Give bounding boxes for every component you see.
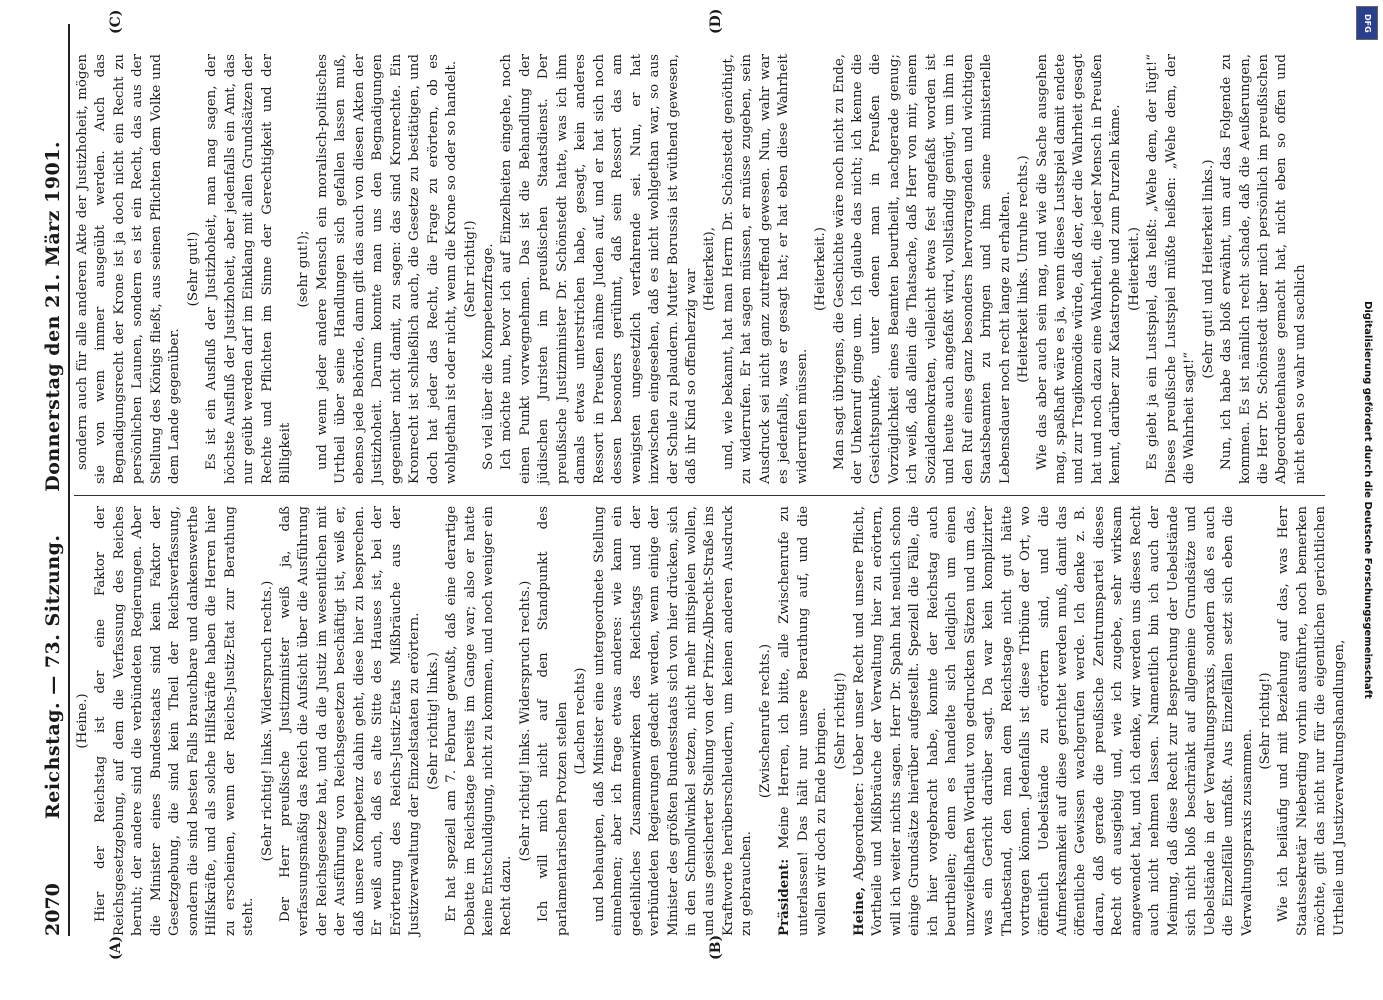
- margin-marker-d: (D): [708, 8, 724, 34]
- interjection: (Heiterkeit),: [702, 227, 718, 311]
- paragraph: Wie ich beiläufig und mit Beziehung auf das, was Herr Staatssekretär Nieberding vorhin ausführte, noch bemerken möchte, gilt das nicht nur für die eigentlichen gerichtlichen Urtheile und Justizverwaltungshandlungen,: [1276, 506, 1347, 936]
- paragraph: und wenn jeder andere Mensch ein moralisch-politisches Urtheil über seine Handlungen sich gefallen lassen muß, ebenso jede Behörde, dann gilt das auch von diesen Akten der Justizhoheit. Darum konnte man uns den Begnadigungen gegenüber nicht damit, zu sagen: das sind Kronrechte. Ein Kronrecht ist schließlich auch, die Gesetze zu bestätigen, und doch hat jeder das Recht, die Frage zu erörtern, ob es wohlgethan ist oder nicht, wenn die Krone so oder so handelt.: [314, 54, 460, 484]
- paragraph: Nun, ich habe das bloß erwähnt, um auf das Folgende zu kommen. Es ist nämlich recht schade, daß die Aeußerungen, die Herr Dr. Schönstedt über mich persönlich im preußischen Abgeordnetenhause gemacht hat, nicht eben so offen und nicht eben so wahr und sachlich: [1219, 54, 1308, 484]
- session-title: Reichstag. — 73. Sitzung.: [42, 534, 64, 820]
- interjection: (Sehr gut!): [185, 231, 201, 307]
- paragraph: Es ist ein Ausfluß der Justizhoheit, man mag sagen, der höchste Ausfluß der Justizhoheit, aber jedenfalls ein Amt, das nur geübt werden darf im Einklang mit allen Grundsätzen der Rechte und Pflichten im Sinne der Gerechtigkeit und der Billigkeit: [204, 54, 293, 484]
- speaker-name: Heine,: [851, 886, 868, 936]
- paragraph: Hier der Reichstag ist der eine Faktor der Reichsgesetzgebung, auf dem die Verfassung des Reiches beruht; der andere sind die verbündeten Regierungen. Aber die Minister eines Bundesstaats sind kein Faktor der Gesetzgebung, die sind kein Theil der Reichsverfassung, sondern die sind besten Falls brauchbare und dankenswerthe Hilfskräfte, und als solche Hilfskräfte haben die Herren hier zu erscheinen, wenn der Reichs-Justiz-Etat zur Berathung steht.: [93, 506, 257, 936]
- interjection: (Heine.): [75, 693, 90, 749]
- margin-marker-a: (A): [108, 935, 124, 960]
- speaker-paragraph: [775, 506, 831, 936]
- speech-text: Abgeordneter: Ueber unser Recht und unsere Pflicht, Vortheile und Mißbräuche der Verwaltung hier zu erörtern, will ich weiter nichts sagen. Herr Dr. Spahn hat neulich schon einige Grundsätze hierüber aufgestellt. Speziell die Fälle, die ich hier vorgebracht habe, konnte der Reichstag auch beurtheilen; denn es handelte sich lediglich um einen unzweifelhaften Wortlaut von gedruckten Sätzen und um das, was ein Gericht darüber sagt. Da war kein komplizirter Thatbestand, den man dem Reichstage nicht gut hätte vortragen können. Jedenfalls ist diese Tribüne der Ort, wo öffentlich Uebelstände zu erörtern sind, und die Aufmerksamkeit auf diese gerichtet werden muß, damit das öffentliche Gewissen wachgerufen werde. Ich denke z. B. daran, daß gerade die preußische Zentrumspartei dieses Recht oft ausgiebig und, wie ich zugebe, sehr wirksam angewendet hat, und ich denke, wir werden uns dieses Recht auch nicht nehmen lassen. Namentlich bin ich auch der Meinung, daß diese Recht zur Besprechung der Uebelstände sich nicht bloß beschränkt auf allgemeine Grundsätze und Uebelstände in der Verwaltungspraxis, sondern daß es auch die Einzelfälle umfaßt. Aus Einzelfällen setzt sich eben die Verwaltungspraxis zusammen.: [852, 506, 1255, 936]
- paragraph: und behaupten, daß Minister eine untergeordnete Stellung einnehmen; aber ich frage etwas anderes: wie kann ein gedeihliches Zusammenwirken des Reichstags und der verbündeten Regierungen gedacht werden, wenn einige der Minister des größten Bundesstaats sich von hier drücken, sich in den Schmollwinkel setzen, nicht mehr mitspielen wollen, und aus gesicherter Stellung von der Prinz-Albrecht-Straße ins Kraftworte herüberschleudern, um keinen anderen Ausdruck zu gebrauchen.: [591, 506, 755, 936]
- interjection: (Sehr gut! und Heiterkeit links.): [1200, 159, 1216, 379]
- speaker-name: Präsident:: [776, 858, 793, 936]
- interjection: (Sehr richtig! links. Widerspruch rechts.): [517, 580, 533, 862]
- paragraph: Der Herr preußische Justizminister weiß ja, daß verfassungsmäßig das Reich die Aufsicht über die Ausführung der Reichsgesetze hat, und da die Justiz im wesentlichen mit der Ausführung von Reichsgesetzen beschäftigt ist, weiß er, daß unsere Kompetenz dahin geht, diese hier zu besprechen. Er weiß auch, daß es alte Sitte des Hauses ist, bei der Erörterung des Reichs-Justiz-Etats Mißbräuche aus der Justizverwaltung der Einzelstaaten zu erörtern.: [277, 506, 423, 936]
- interjection: (Lachen rechts): [573, 667, 589, 775]
- page-header: [38, 24, 70, 936]
- speaker-paragraph: [850, 506, 1257, 936]
- page-number: 2070: [42, 883, 64, 936]
- paragraph: Es giebt ja ein Lustspiel, das heißt: „Wehe dem, der lügt!“ Dieses preußische Lustspiel müßte heißen: „Wehe dem, der die Wahrheit sagt!“: [1145, 54, 1198, 484]
- paragraph: Ich will mich nicht auf den Standpunkt des parlamentarischen Protzen stellen: [536, 506, 570, 936]
- paragraph: Ich möchte nun, bevor ich auf Einzelheiten eingehe, noch einen Punkt vorwegnehmen. Das ist die Behandlung der jüdischen Juristen im preußischen Staatsdienst. Der preußische Justizminister Dr. Schönstedt hatte, was ich ihm damals etwas unterstrichen habe, gesagt, kein anderes Ressort in Preußen nähme Juden auf, und er hat sich noch dessen besonders gerühmt, daß sein Ressort das am wenigsten ungesetzlich verfahrende sei. Nun, er hat inzwischen eingesehen, daß es nicht wohlgethan war, so aus der Schule zu plaudern. Mutter Borussia ist wüthend gewesen, daß ihr Kind so offenherzig war: [499, 54, 699, 484]
- margin-marker-c: (C): [108, 9, 124, 34]
- interjection: (Heiterkeit links. Unruhe rechts.): [1016, 155, 1032, 383]
- right-column: [74, 54, 1325, 484]
- margin-marker-b: (B): [708, 934, 724, 960]
- paragraph: Man sagt übrigens, die Geschichte wäre noch nicht zu Ende, der Unkenruf ginge um. Ich glaube das nicht; ich kenne die Gesichtspunkte, unter denen man in Preußen die Vorzüglichkeit eines Beamten beurtheilt, nachgerade genug; ich weiß, daß allein die Thatsache, daß Herr von mir, einem Sozialdemokraten, vielleicht etwas fest angefaßt worden ist und heute auch angefaßt wird, vollständig genügt, um ihm in den Ruf eines ganz besonders hervorragenden und wichtigen Staatsbeamten zu bringen und ihm seine ministerielle Lebensdauer noch recht lange zu erhalten.: [831, 54, 1013, 484]
- interjection: (Sehr richtig!): [832, 672, 848, 770]
- speech-text: Meine Herren, ich bitte, alle Zwischenrufe zu unterlassen! Das hält nur unsere Berathung auf, und die wollen wir doch zu Ende bringen.: [777, 506, 830, 936]
- paragraph: sondern auch für alle anderen Akte der Justizhoheit, mögen sie von wem immer ausgeübt werden. Auch das Begnadigungsrecht der Krone ist ja doch nicht ein Recht zu persönlichen Launen, sondern es ist ein Recht, das aus der Stellung des Königs fließt, aus seinen Pflichten dem Volke und dem Lande gegenüber.: [75, 54, 183, 484]
- interjection: (Sehr richtig!): [1258, 672, 1273, 770]
- paragraph: Er hat speziell am 7. Februar gewußt, daß eine derartige Debatte im Reichstage bereits im Gange war; also er hatte keine Entschuldigung, nicht zu kommen, und noch weniger ein Recht dazu.: [444, 506, 515, 936]
- digitization-credit: Digitalisierung gefördert durch die Deutsche Forschungsgemeinschaft: [1362, 301, 1373, 699]
- dfg-logo: DFG: [1356, 6, 1378, 40]
- interjection: (Heiterkeit.): [1126, 227, 1142, 311]
- interjection: (Sehr richtig! links.): [425, 652, 441, 790]
- interjection: (Sehr richtig! links. Widerspruch rechts.): [259, 580, 275, 862]
- left-column: [74, 506, 1347, 936]
- running-head: [42, 24, 64, 936]
- interjection: (Heiterkeit.): [813, 227, 829, 311]
- column-divider: [74, 495, 1325, 496]
- interjection: (Sehr richtig!): [462, 220, 478, 318]
- session-date: Donnerstag den 21. März 1901.: [42, 140, 64, 492]
- paragraph: Wie das aber auch sein mag, und wie die Sache ausgehen mag, spaßhaft wäre es ja, wenn dieses Lustspiel damit endete und zur Tragikomödie würde, daß der, der die Wahrheit gesagt hat und noch dazu eine Wahrheit, die jeder Mensch in Preußen kennt, darüber zur Katastrophe und zum Purzeln käme.: [1034, 54, 1124, 484]
- interjection: (sehr gut!);: [296, 230, 312, 308]
- paragraph: So viel über die Kompetenzfrage.: [480, 243, 496, 470]
- interjection: (Zwischenrufe rechts.): [757, 643, 773, 799]
- paragraph: und, wie bekannt, hat man Herrn Dr. Schönstedt genöthigt, zu widerrufen. Er hat sagen müssen, er müsse zugeben, sein Ausdruck sei nicht ganz zutreffend gewesen. Nun, wahr war es jedenfalls, was er gesagt hat; er hat eben diese Wahrheit widerrufen müssen.: [720, 54, 810, 484]
